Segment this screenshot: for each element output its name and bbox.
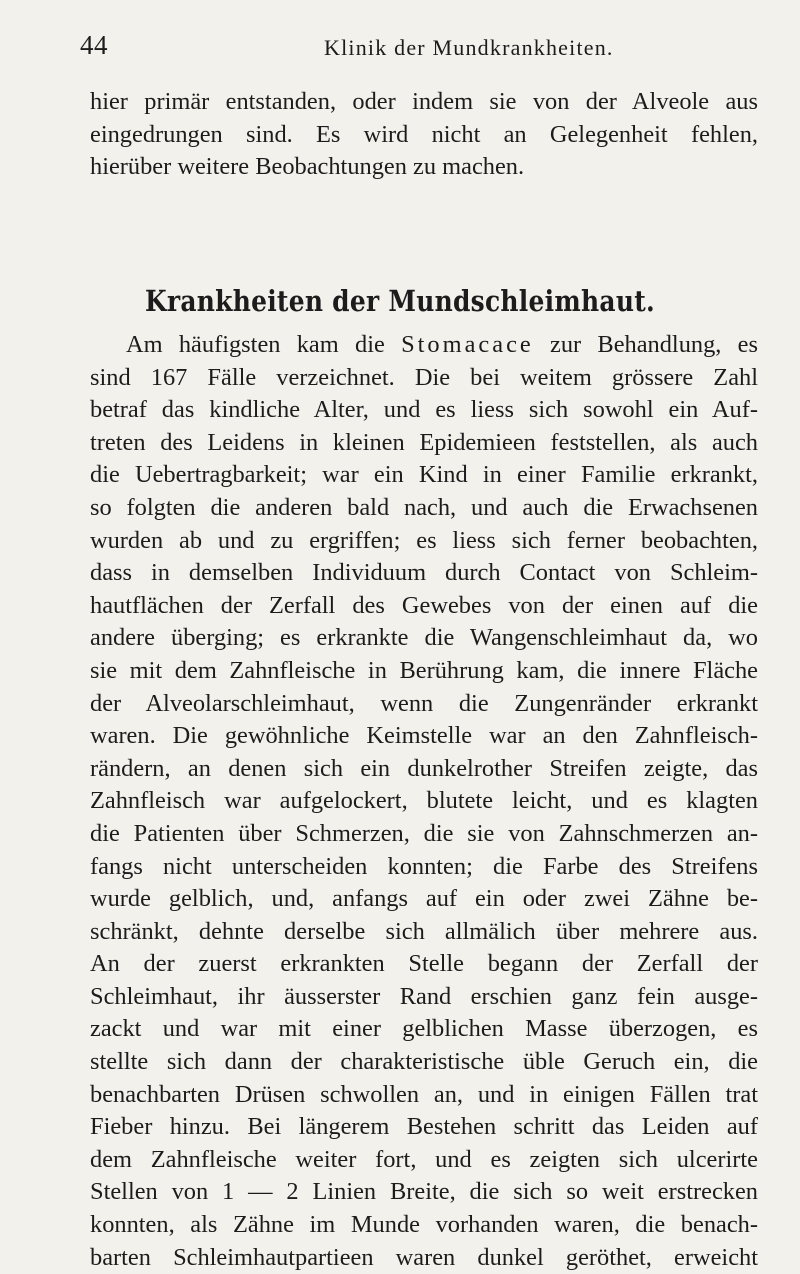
text-line: hier primär entstanden, oder indem sie von der Alveole aus [90,88,758,115]
text-line: An der zuerst erkrankten Stelle begann der Zerfall der [90,950,758,978]
running-head: Klinik der Mundkrankheiten. [324,35,614,60]
text-line: sind 167 Fälle verzeichnet. Die bei weitem grössere Zahl [90,363,758,391]
text-line: barten Schleimhautpartieen waren dunkel geröthet, erweicht [90,1243,758,1271]
text-line: konnten, als Zähne im Munde vorhanden waren, die benach- [90,1211,758,1239]
text-line: dass in demselben Individuum durch Contact von Schleim- [90,559,758,587]
text-line: rändern, an denen sich ein dunkelrother Streifen zeigte, das [90,754,758,782]
intro-paragraph [90,86,758,184]
text-line [90,329,758,362]
text-line: hierüber weitere Beobachtungen zu machen. [90,153,525,181]
emphasized-term: Stomacace [401,331,534,358]
text-line: der Alveolarschleimhaut, wenn die Zungenränder erkrankt [90,689,758,717]
text-line: treten des Leidens in kleinen Epidemieen feststellen, als auch [90,428,758,456]
text-line: eingedrungen sind. Es wird nicht an Gelegenheit fehlen, [90,120,758,148]
text-line: benachbarten Drüsen schwollen an, und in einigen Fällen trat [90,1080,758,1108]
page-number: 44 [80,30,108,60]
text-line: dem Zahnfleische weiter fort, und es zeigten sich ulcerirte [90,1145,758,1173]
text-line: Zahnfleisch war aufgelockert, blutete leicht, und es klagten [90,787,758,815]
body-paragraph [90,329,758,1274]
section-title: Krankheiten der Mundschleimhaut. [145,284,655,318]
text-line: wurden ab und zu ergriffen; es liess sich ferner beobachten, [90,526,758,554]
text-line: Stellen von 1 — 2 Linien Breite, die sich so weit erstrecken [90,1178,758,1206]
text-line: andere überging; es erkrankte die Wangenschleimhaut da, wo [90,624,758,652]
text-line: stellte sich dann der charakteristische üble Geruch ein, die [90,1048,758,1076]
text-line: betraf das kindliche Alter, und es liess sich sowohl ein Auf- [90,396,758,424]
text-line: so folgten die anderen bald nach, und auch die Erwachsenen [90,493,758,521]
text-line: fangs nicht unterscheiden konnten; die Farbe des Streifens [90,852,758,880]
text-line: die Uebertragbarkeit; war ein Kind in einer Familie erkrankt, [90,461,758,489]
text-line: zackt und war mit einer gelblichen Masse überzogen, es [90,1015,758,1043]
text-line: wurde gelblich, und, anfangs auf ein oder zwei Zähne be- [90,885,758,913]
text-line: hautflächen der Zerfall des Gewebes von der einen auf die [90,591,758,619]
text-fragment: Am häufigsten kam die [126,331,402,358]
text-line: Fieber hinzu. Bei längerem Bestehen schritt das Leiden auf [90,1113,758,1141]
text-line: die Patienten über Schmerzen, die sie von Zahnschmerzen an- [90,819,758,847]
text-line: Schleimhaut, ihr äusserster Rand erschien ganz fein ausge- [90,982,758,1010]
text-line: sie mit dem Zahnfleische in Berührung kam, die innere Fläche [90,656,758,684]
page-header [80,30,760,64]
text-line: schränkt, dehnte derselbe sich allmälich über mehrere aus. [90,917,758,945]
text-fragment: zur Behandlung, es [533,331,758,358]
text-line: waren. Die gewöhnliche Keimstelle war an den Zahnfleisch- [90,722,758,750]
